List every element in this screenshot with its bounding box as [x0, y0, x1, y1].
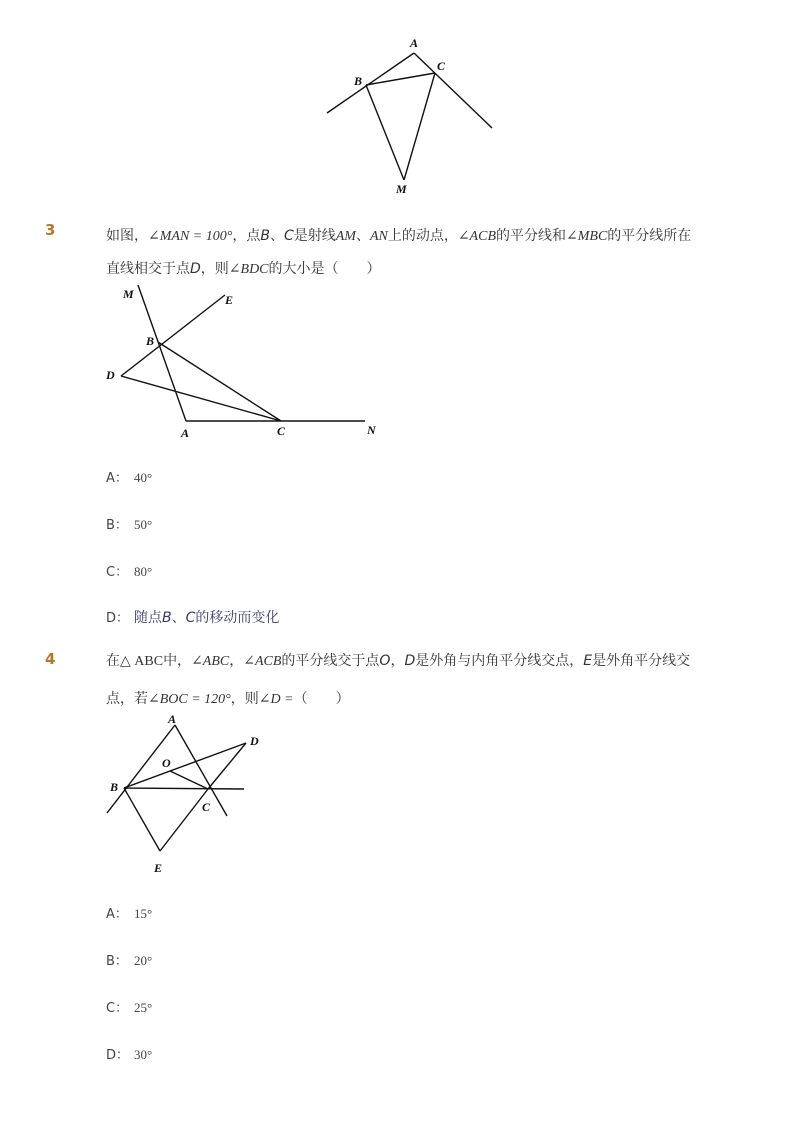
math: ∠ABC	[191, 654, 230, 669]
option-value: 30°	[134, 1047, 153, 1062]
text: 直线相交于点	[106, 261, 190, 277]
math: △ ABC	[120, 654, 164, 669]
line-b-a	[327, 53, 414, 113]
text: ，	[229, 653, 244, 669]
option-value: 25°	[134, 1000, 153, 1015]
label-e: E	[154, 861, 163, 875]
option-text: 、	[171, 610, 186, 626]
label-b: B	[146, 334, 155, 348]
text: （ ）	[293, 691, 350, 707]
option-value: 15°	[134, 906, 153, 921]
text: 的平分线和	[496, 228, 566, 244]
text: 是外角与内角平分线交点，	[415, 653, 584, 669]
option-label: B：	[106, 518, 128, 533]
segment-b-m	[366, 85, 404, 180]
point-name: D	[404, 653, 416, 669]
point-name: C	[185, 610, 196, 626]
text: 是外角平分线交	[592, 653, 691, 669]
option-b[interactable]	[106, 950, 152, 969]
option-label: C：	[106, 1001, 129, 1016]
label-m: M	[123, 287, 134, 301]
label-a: A	[410, 36, 419, 50]
question-text-line-1	[106, 225, 691, 245]
point-name: O	[379, 653, 391, 669]
label-o: O	[162, 756, 171, 770]
text: ，	[390, 653, 405, 669]
label-n: N	[367, 423, 376, 437]
option-d[interactable]	[106, 607, 279, 627]
top-figure	[0, 0, 800, 210]
line-a-c-ext	[175, 725, 227, 816]
option-c[interactable]	[106, 561, 152, 580]
text: 点，若	[106, 691, 148, 707]
math: ∠BOC = 120°	[148, 692, 231, 707]
line-a-c	[414, 53, 492, 128]
label-b: B	[354, 74, 363, 88]
label-c: C	[277, 424, 286, 438]
text: 的平分线交于点	[281, 653, 380, 669]
label-c: C	[437, 59, 446, 73]
option-value: 40°	[134, 470, 153, 485]
text: ，点	[232, 228, 261, 244]
question-number: 3	[45, 221, 56, 239]
label-a: A	[168, 712, 177, 726]
text: ，则	[200, 261, 229, 277]
point-name: E	[583, 653, 593, 669]
point-name: B	[260, 228, 270, 244]
text: 是射线	[293, 228, 336, 244]
text: 的大小是（ ）	[268, 261, 381, 277]
option-c[interactable]	[106, 997, 152, 1016]
segment-c-m	[404, 73, 435, 180]
math: ∠MBC	[566, 229, 608, 244]
option-label: D：	[106, 1048, 130, 1063]
option-label: D：	[106, 611, 130, 626]
label-c: C	[202, 800, 211, 814]
point-name: C	[283, 228, 294, 244]
segment-c-e	[160, 789, 208, 851]
ray-am	[138, 285, 186, 421]
point-name: D	[190, 261, 201, 277]
text: 上的动点，	[387, 228, 458, 244]
point-name: B	[162, 610, 172, 626]
line-b-c-ext	[124, 788, 244, 789]
text: ，则	[230, 691, 259, 707]
option-value: 20°	[134, 953, 153, 968]
math: ∠D =	[258, 692, 294, 707]
segment-d-c	[121, 376, 281, 421]
question-number: 4	[45, 650, 56, 668]
question-text-line-1	[106, 650, 690, 670]
math: ∠ACB	[457, 229, 496, 244]
option-a[interactable]	[106, 467, 152, 486]
label-d: D	[250, 734, 259, 748]
question-3-figure	[0, 275, 800, 445]
math: ∠ACB	[243, 654, 282, 669]
math: AM	[335, 229, 356, 244]
label-d: D	[106, 368, 115, 382]
option-value: 80°	[134, 564, 153, 579]
option-a[interactable]	[106, 903, 152, 922]
option-text: 随点	[134, 610, 162, 626]
segment-b-c	[158, 342, 281, 421]
option-label: A：	[106, 471, 128, 486]
option-d[interactable]	[106, 1044, 152, 1063]
option-label: B：	[106, 954, 128, 969]
option-text: 的移动而变化	[195, 610, 280, 626]
math: AN	[369, 229, 388, 244]
segment-b-e	[124, 788, 160, 851]
label-b: B	[110, 780, 119, 794]
text: 、	[269, 228, 284, 244]
text: 中，	[163, 653, 192, 669]
line-d-e	[121, 295, 225, 376]
label-m: M	[396, 182, 407, 196]
text: 的平分线所在	[607, 228, 692, 244]
question-4-figure	[0, 705, 800, 880]
label-a: A	[181, 426, 190, 440]
math: ∠MAN = 100°	[148, 229, 233, 244]
math: ∠BDC	[228, 262, 269, 277]
option-b[interactable]	[106, 514, 152, 533]
option-label: A：	[106, 907, 128, 922]
text: 如图，	[106, 228, 148, 244]
option-label: C：	[106, 565, 129, 580]
label-e: E	[225, 293, 234, 307]
text: 在	[106, 653, 120, 669]
option-value: 50°	[134, 517, 153, 532]
text: 、	[355, 228, 370, 244]
